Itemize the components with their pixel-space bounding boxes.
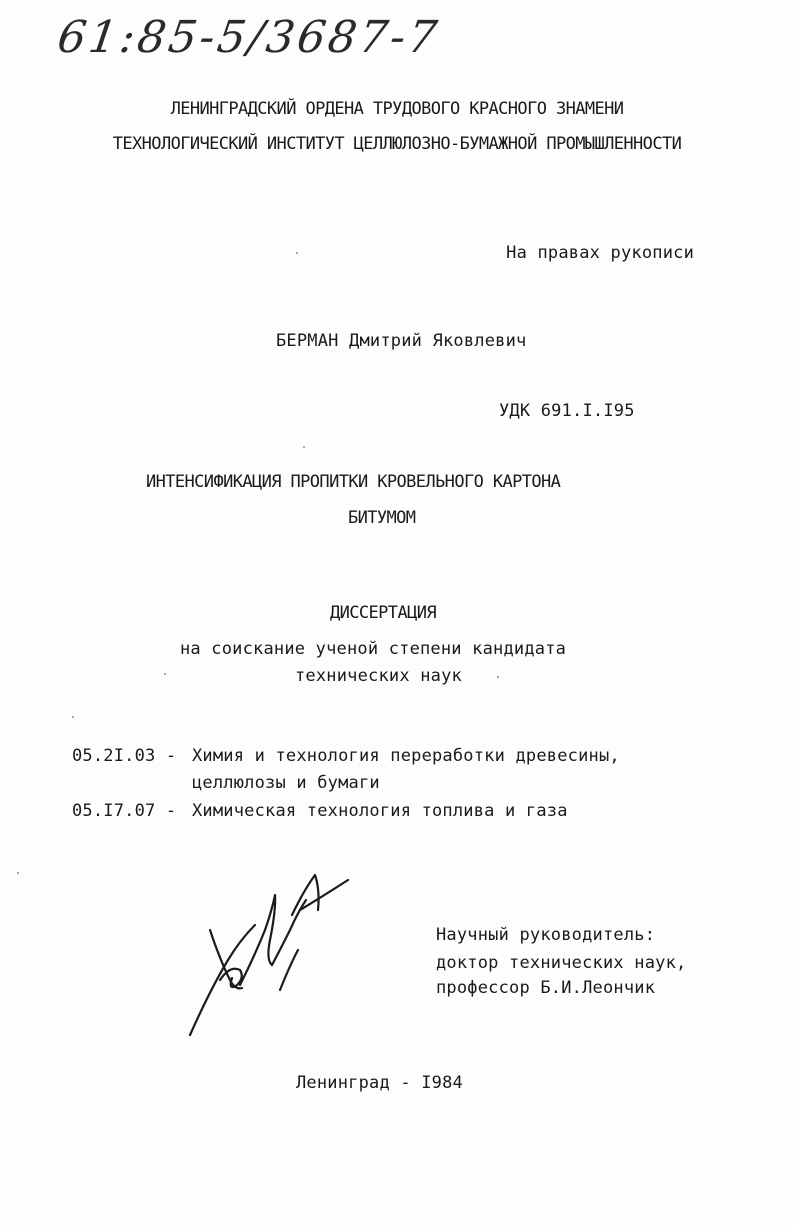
udk-code: УДК 691.I.I95	[499, 401, 635, 421]
institution-line-2: ТЕХНОЛОГИЧЕСКИЙ ИНСТИТУТ ЦЕЛЛЮЛОЗНО-БУМАЖНОЙ ПРОМЫШЛЕННОСТИ	[112, 134, 682, 154]
paper-speck	[296, 252, 298, 254]
work-type-line-2: технических наук	[295, 666, 462, 686]
supervisor-label: Научный руководитель:	[436, 925, 656, 945]
supervisor-degree: доктор технических наук,	[436, 953, 687, 973]
paper-speck	[164, 673, 166, 675]
work-type-line-1: на соискание ученой степени кандидата	[180, 639, 567, 659]
specialty-line: Химическая технология топлива и газа	[192, 801, 568, 821]
specialty-line: целлюлозы и бумаги	[192, 773, 380, 793]
title-line-1: ИНТЕНСИФИКАЦИЯ ПРОПИТКИ КРОВЕЛЬНОГО КАРТОНА	[146, 472, 561, 492]
author-signature	[180, 870, 360, 1040]
specialty-code: 05.2I.03 -	[72, 746, 177, 766]
specialty-line: Химия и технология переработки древесины,	[192, 746, 620, 766]
footer-place-year: Ленинград - I984	[296, 1073, 463, 1093]
paper-speck	[72, 716, 74, 718]
title-line-2: БИТУМОМ	[348, 508, 416, 528]
archive-number: 61:85-5/3687-7	[54, 12, 443, 63]
institution-line-1: ЛЕНИНГРАДСКИЙ ОРДЕНА ТРУДОВОГО КРАСНОГО ЗНАМЕНИ	[170, 99, 624, 119]
paper-speck	[497, 676, 499, 678]
supervisor-name: профессор Б.И.Леончик	[436, 978, 656, 998]
specialty-code: 05.I7.07 -	[72, 801, 177, 821]
paper-speck	[17, 872, 19, 874]
author-name: БЕРМАН Дмитрий Яковлевич	[276, 331, 527, 351]
paper-speck	[303, 446, 305, 448]
work-type-heading: ДИССЕРТАЦИЯ	[330, 603, 436, 623]
manuscript-note: На правах рукописи	[506, 243, 694, 263]
